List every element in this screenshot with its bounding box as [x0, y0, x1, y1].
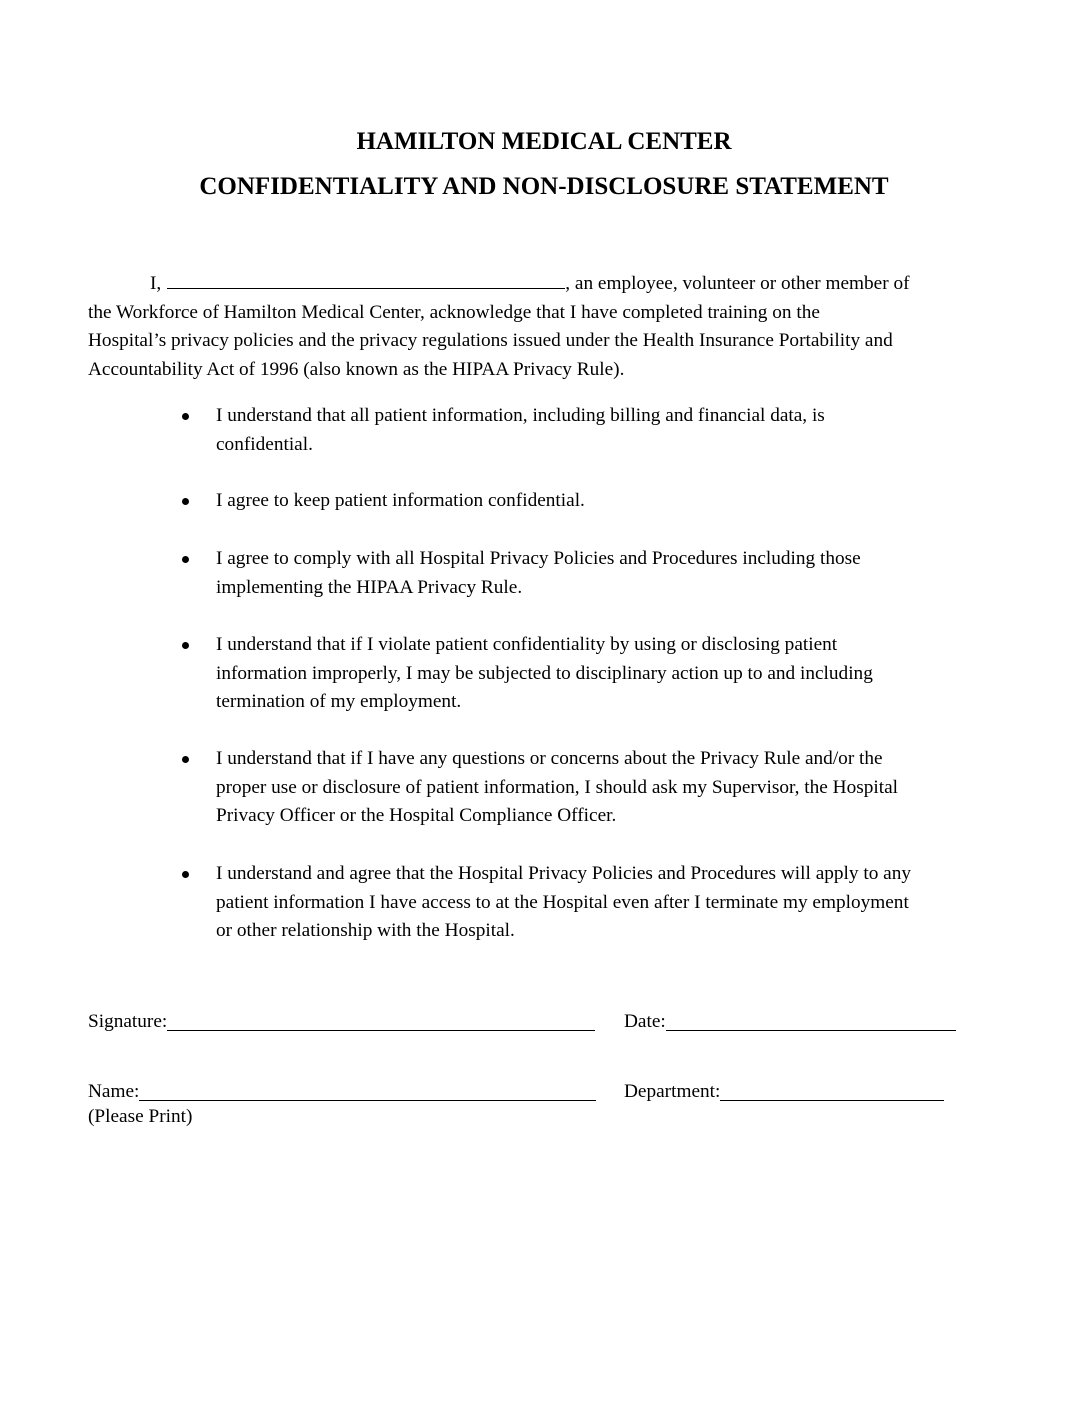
bullet-icon: [182, 756, 189, 763]
bullet-icon: [182, 498, 189, 505]
intro-line-3: Hospital’s privacy policies and the privacy regulations issued under the Health Insurance Portability and: [88, 330, 893, 351]
document-page: HAMILTON MEDICAL CENTER CONFIDENTIALITY AND NON-DISCLOSURE STATEMENT I, , an employee, volunteer or other member of the Workforce of Hamilton Medical Center, acknowledge that I have completed training on the Hospital’s privacy policies and the privacy regulations issued under the Health Insurance Portability and Accountability Act of 1996 (also known as the HIPAA Privacy Rule). I understand that all patient information, including billing and financial data, is confidential. I agree to keep patient information confidential. I agree to comply with all Hospital Privacy Policies and Procedures including those implementing the HIPAA Privacy Rule. I understand that if I violate patient confidentiality by using or disclosing patient information improperly, I may be subjected to disciplinary action up to and including termination of my employment. I understand that if I have any questions or concerns about the Privacy Rule and/or the proper use or disclosure of patient information, I should ask my Supervisor, the Hospital Privacy Officer or the Hospital Compliance Officer. I understand and agree that the Hospital Privacy Policies and Procedures will apply to any patient information I have access to at the Hospital even after I terminate my employment or other relationship with the Hospital. Signature: Date: Name: (Please Print) Department:: [0, 0, 1088, 1408]
name-input[interactable]: [139, 1080, 596, 1101]
intro-prefix: I,: [150, 273, 162, 294]
bullet-icon: [182, 556, 189, 563]
name-label: Name:: [88, 1081, 140, 1102]
employee-name-blank[interactable]: [167, 270, 565, 289]
date-label: Date:: [624, 1011, 666, 1032]
signature-input[interactable]: [167, 1010, 595, 1031]
intro-line-2: the Workforce of Hamilton Medical Center, acknowledge that I have completed training on the: [88, 301, 820, 323]
department-label: Department:: [624, 1081, 721, 1102]
please-print-note: (Please Print): [88, 1106, 193, 1127]
date-input[interactable]: [666, 1010, 956, 1031]
department-field: [624, 1080, 944, 1104]
organization-title: HAMILTON MEDICAL CENTER: [356, 128, 732, 155]
intro-line-1: [88, 270, 988, 299]
intro-line-1-suffix: , an employee, volunteer or other member of: [565, 273, 910, 294]
bullet-icon: [182, 642, 189, 649]
signature-field: [88, 1010, 595, 1034]
department-input[interactable]: [720, 1080, 944, 1101]
date-field: [624, 1010, 956, 1034]
name-field: [88, 1080, 596, 1104]
bullet-icon: [182, 871, 189, 878]
intro-line-4: Accountability Act of 1996 (also known as the HIPAA Privacy Rule).: [88, 358, 625, 380]
bullet-icon: [182, 413, 189, 420]
document-title: CONFIDENTIALITY AND NON-DISCLOSURE STATEMENT: [199, 173, 889, 200]
signature-label: Signature:: [88, 1011, 168, 1032]
intro-paragraph: [88, 270, 988, 384]
